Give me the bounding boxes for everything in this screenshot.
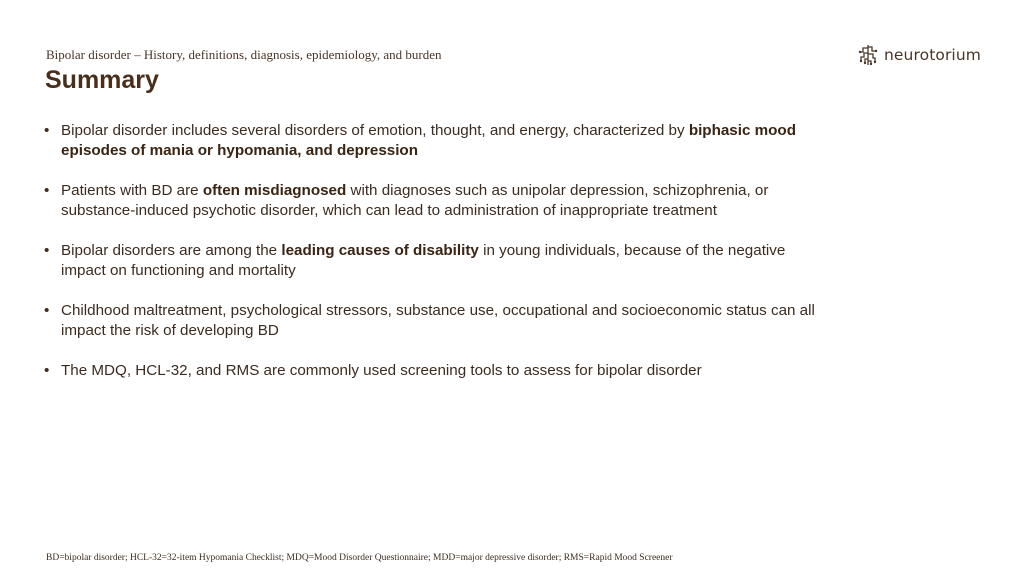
bullet-item: • Bipolar disorder includes several disorders of emotion, thought, and energy, characterized by biphasic mood episodes of mania or hypomania, and depression [44,122,796,159]
bullet-item: • The MDQ, HCL-32, and RMS are commonly used screening tools to assess for bipolar disorder [44,362,702,379]
bullet-emphasis: leading causes of disability [281,242,479,259]
summary-bullet-list [44,121,824,401]
bullet-dot: • [44,242,50,259]
slide-title: Summary [45,66,159,94]
bullet-item: • Childhood maltreatment, psychological stressors, substance use, occupational and socioeconomic status can all impact the risk of developing BD [44,302,815,339]
bullet-dot: • [44,182,50,199]
neurotorium-logo-icon [857,43,879,67]
bullet-dot: • [44,122,50,139]
bullet-item: • Patients with BD are often misdiagnosed with diagnoses such as unipolar depression, schizophrenia, or substance-induced psychotic disorder, which can lead to administration of inappropriate treatment [44,182,769,219]
logo-text: neurotorium [884,46,981,64]
slide-subtitle: Bipolar disorder – History, definitions, diagnosis, epidemiology, and burden [46,47,442,62]
bullet-emphasis: often misdiagnosed [202,182,347,199]
bullet-item: • Bipolar disorders are among the leading causes of disability in young individuals, because of the negative impact on functioning and mortality [44,242,786,279]
bullet-emphasis: biphasic mood episodes of mania or hypomania, and depression [61,122,796,159]
bullet-dot: • [44,362,50,379]
bullet-dot: • [44,302,50,319]
neurotorium-logo [857,43,981,67]
abbreviations-footnote: BD=bipolar disorder; HCL-32=32-item Hypomania Checklist; MDQ=Mood Disorder Questionnaire; MDD=major depressive disorder; RMS=Rapid Mood Screener [46,553,673,563]
